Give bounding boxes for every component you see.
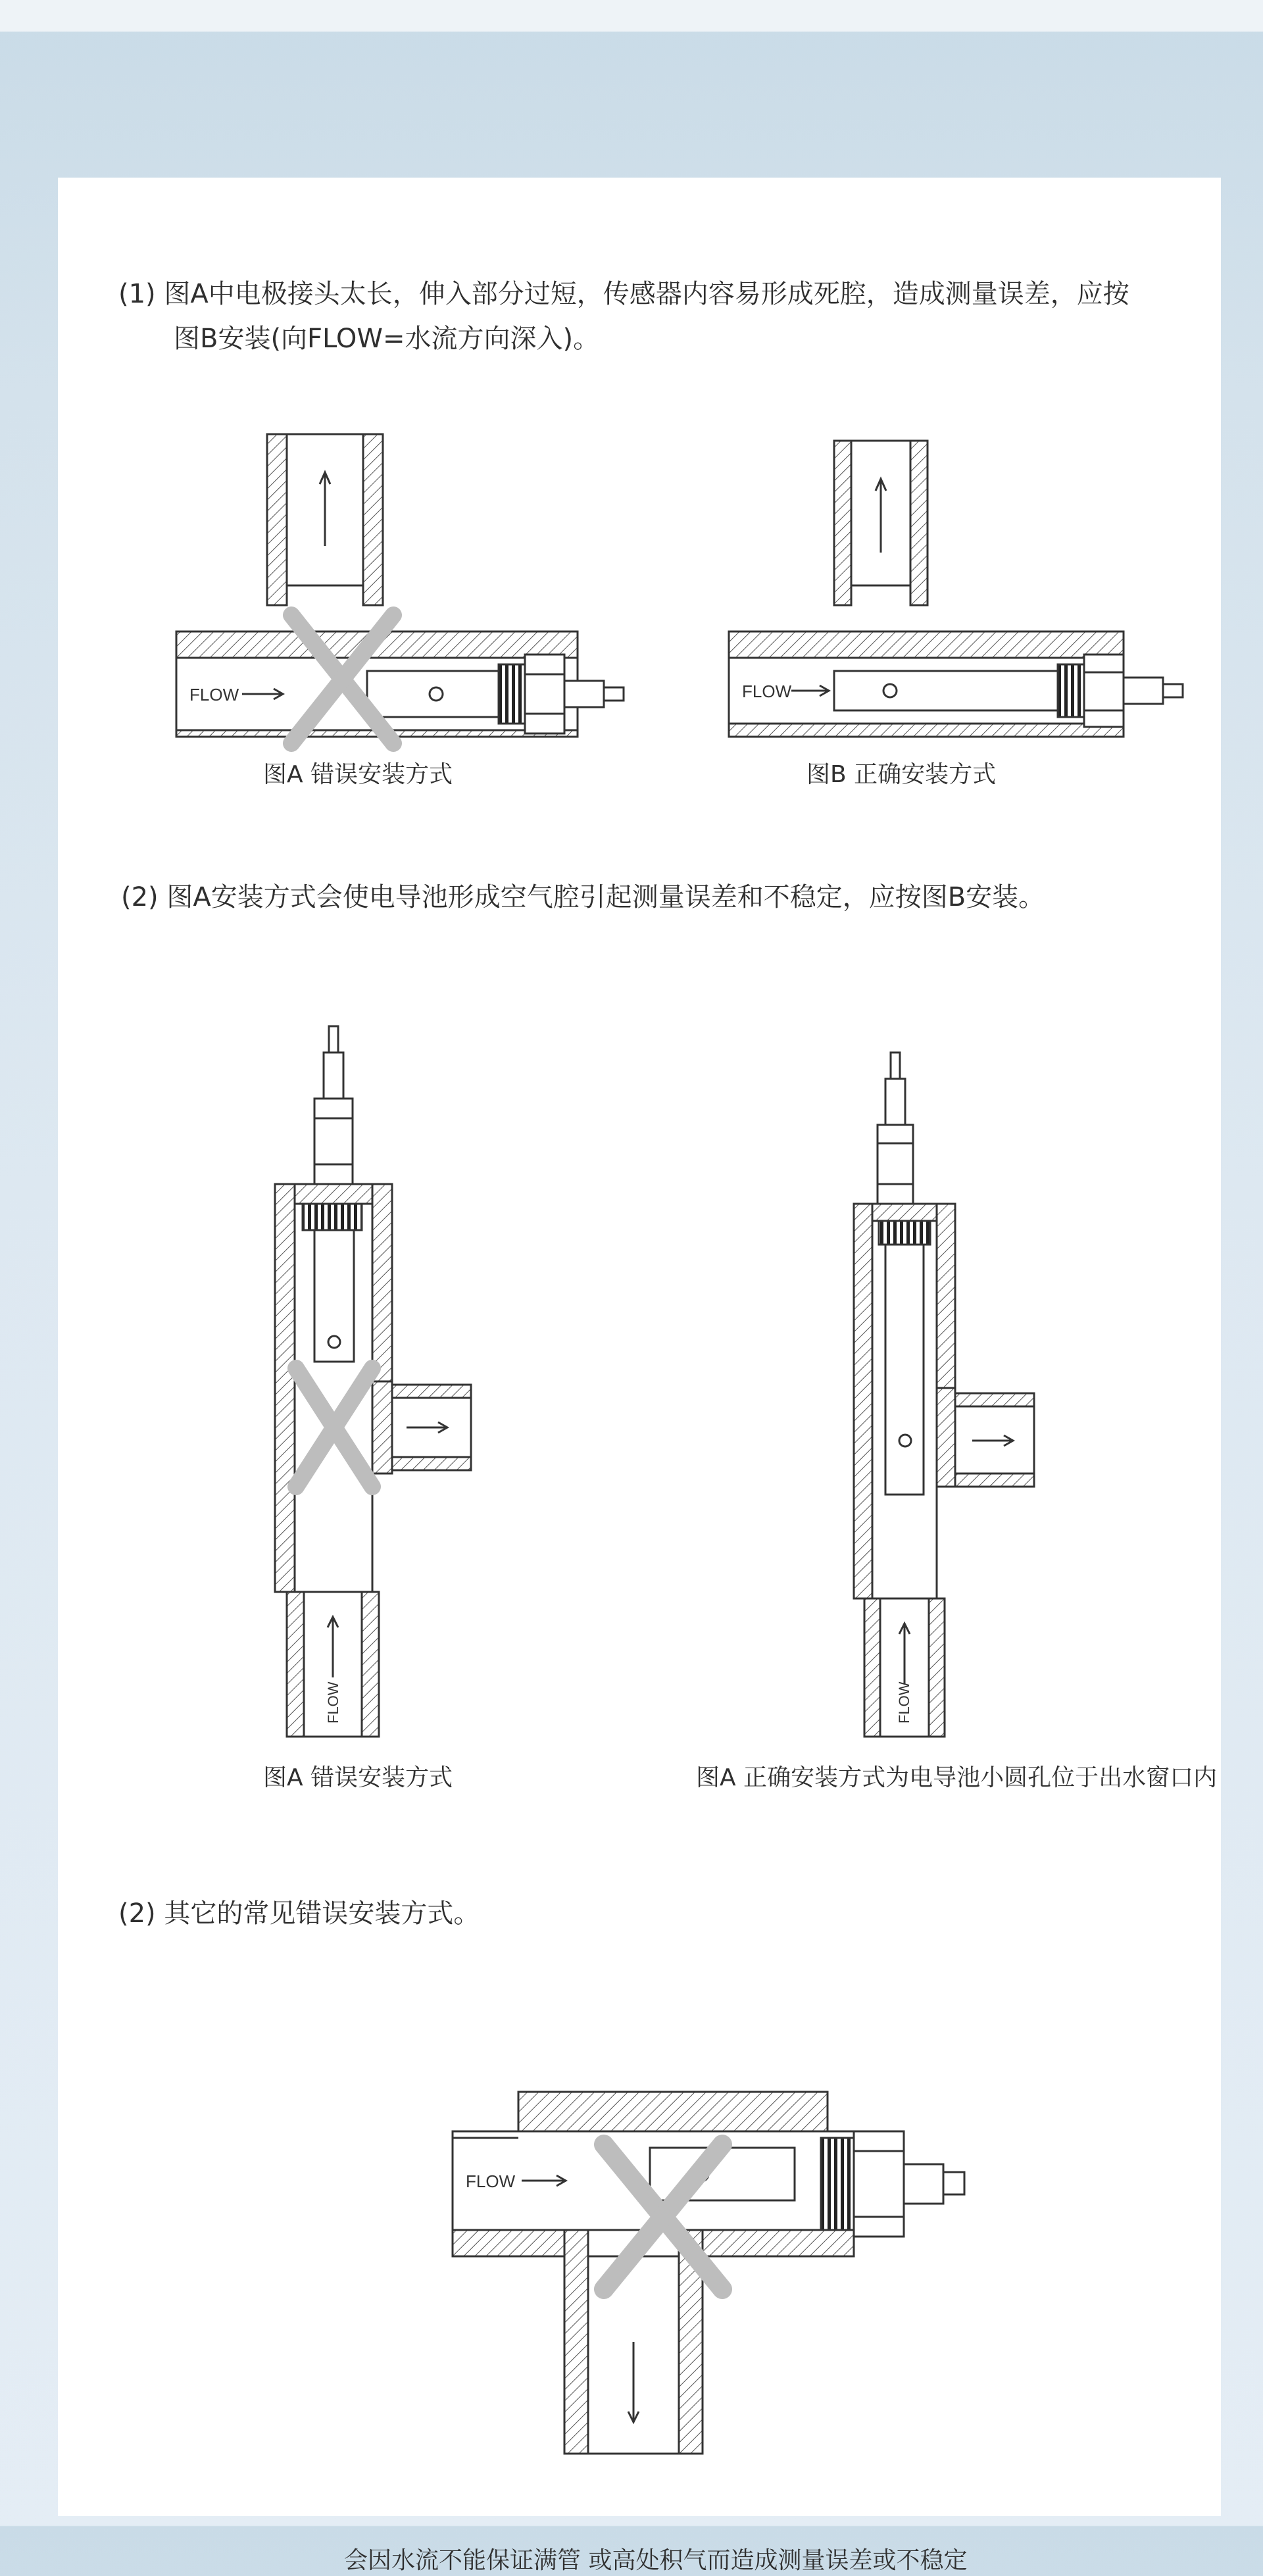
top-band <box>0 0 1263 32</box>
content-card <box>58 178 1221 2574</box>
section1-line1: (1) 图A中电极接头太长，伸入部分过短，传感器内容易形成死腔，造成测量误差，应按 <box>118 279 1129 309</box>
caption-3: 会因水流不能保证满管 或高处积气而造成测量误差或不稳定 <box>344 2547 968 2574</box>
flow-label: FLOW <box>189 685 239 705</box>
caption-2b: 图A 正确安装方式为电导池小圆孔位于出水窗口内 <box>696 1764 1218 1791</box>
flow-label: FLOW <box>325 1681 341 1723</box>
flow-label: FLOW <box>742 681 792 701</box>
section2-heading: (2) 图A安装方式会使电导池形成空气腔引起测量误差和不稳定，应按图B安装。 <box>121 882 1045 912</box>
diagram-3-wrong-inverted-tee <box>453 1921 1012 2454</box>
flow-label: FLOW <box>896 1681 912 1723</box>
caption-2a: 图A 错误安装方式 <box>263 1764 453 1791</box>
section1-line2: 图B安装(向FLOW=水流方向深入)。 <box>174 324 600 354</box>
section3-heading: (2) 其它的常见错误安装方式。 <box>118 1898 480 1929</box>
caption-1a: 图A 错误安装方式 <box>263 761 453 788</box>
flow-label: FLOW <box>466 2171 516 2191</box>
diagram-1b-correct-tee <box>729 441 1202 737</box>
caption-1b: 图B 正确安装方式 <box>806 761 997 788</box>
diagram-2b-correct-vertical-tee <box>854 1053 1117 1737</box>
diagram-1a-wrong-tee <box>176 434 650 737</box>
diagram-2a-wrong-vertical-tee <box>275 1026 551 1737</box>
